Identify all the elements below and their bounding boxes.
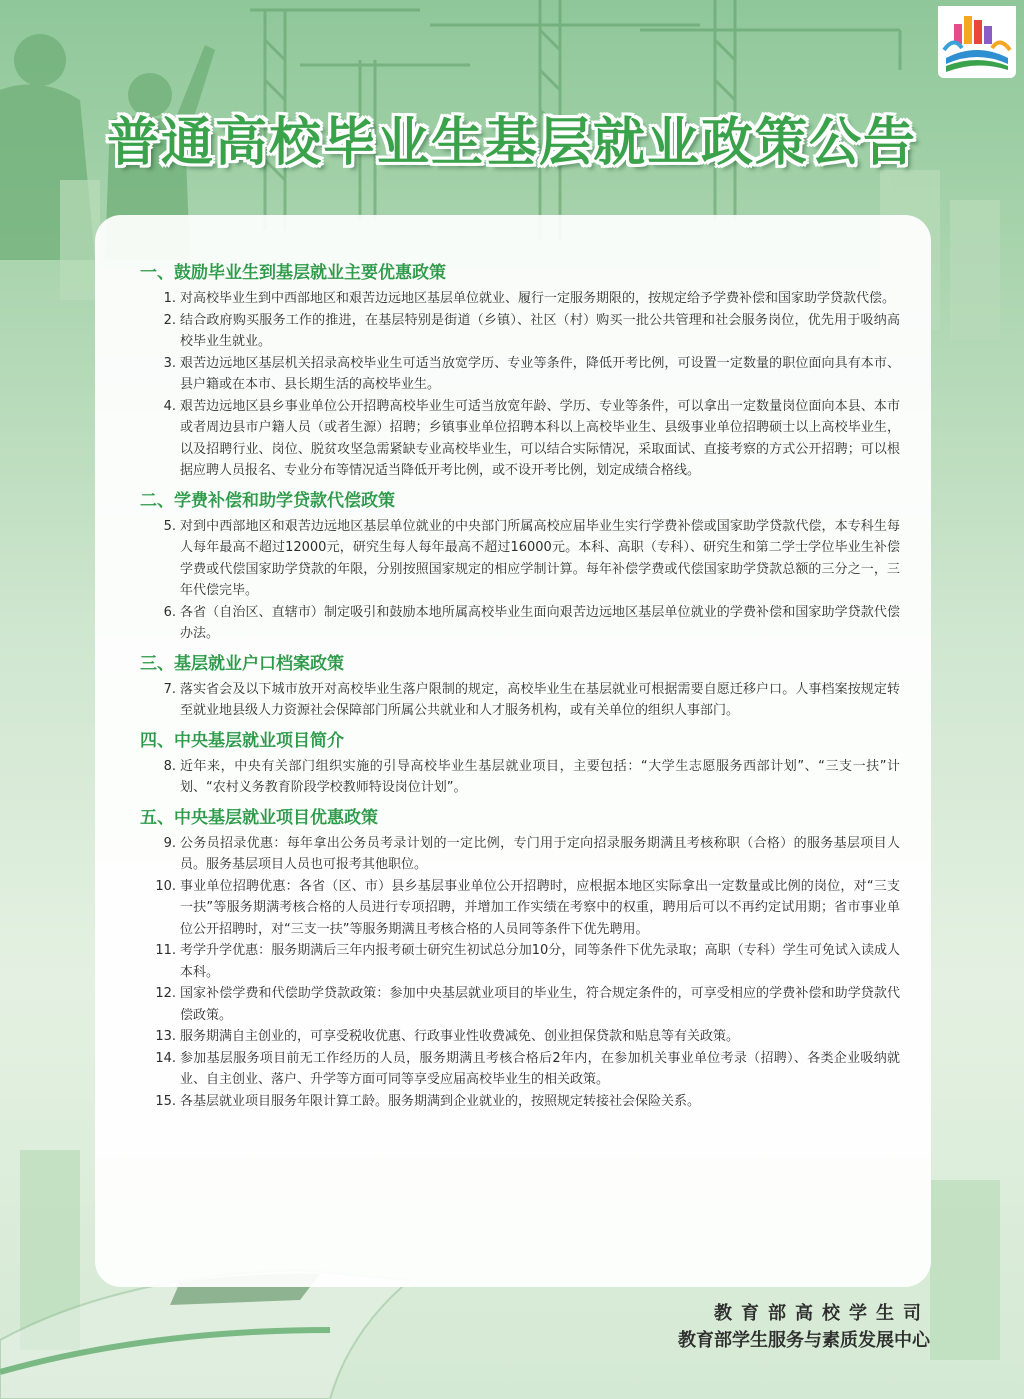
list-item: [140, 353, 900, 396]
item-number: 14.: [155, 1050, 176, 1066]
list-item: [140, 602, 900, 645]
list-item: [140, 396, 900, 482]
item-text: 艰苦边远地区基层机关招录高校毕业生可适当放宽学历、专业等条件，降低开考比例，可设置一定数量的职位面向具有本市、县户籍或在本市、县长期生活的高校毕业生。: [180, 355, 900, 392]
item-text: 国家补偿学费和代偿助学贷款政策：参加中央基层就业项目的毕业生，符合规定条件的，可享受相应的学费补偿和助学贷款代偿政策。: [180, 986, 900, 1023]
item-text: 考学升学优惠：服务期满后三年内报考硕士研究生初试总分加10分，同等条件下优先录取；高职（专科）学生可免试入读成人本科。: [180, 943, 900, 980]
section-4: [140, 730, 900, 799]
city-logo-icon: [938, 6, 1016, 78]
item-text: 落实省会及以下城市放开对高校毕业生落户限制的规定，高校毕业生在基层就业可根据需要自愿迁移户口。人事档案按规定转至就业地县级人力资源社会保障部门所属公共就业和人才服务机构，或有关单位的组织人事部门。: [180, 681, 900, 718]
item-number: 12.: [155, 986, 176, 1001]
list-item: [140, 516, 900, 602]
section-2: [140, 490, 900, 645]
logo: [938, 6, 1016, 78]
item-text: 事业单位招聘优惠：各省（区、市）县乡基层事业单位公开招聘时，应根据本地区实际拿出一定数量或比例的岗位，对“三支一扶”等服务期满考核合格的人员进行专项招聘，并增加工作实绩在考察中的权重，聘用后可以不再约定试用期；省市事业单位公开招聘时，对“三支一扶”等服务期满且考核合格的人员同等条件下优先聘用。: [180, 878, 900, 937]
item-number: 8.: [163, 758, 176, 774]
item-number: 4.: [163, 398, 176, 414]
item-text: 服务期满自主创业的，可享受税收优惠、行政事业性收费减免、创业担保贷款和贴息等有关政策。: [180, 1029, 740, 1044]
item-number: 6.: [163, 604, 176, 620]
list-item: [140, 1026, 900, 1048]
item-text: 对高校毕业生到中西部地区和艰苦边远地区基层单位就业、履行一定服务期限的，按规定给予学费补偿和国家助学贷款代偿。: [180, 291, 896, 306]
issuer-signature: [678, 1300, 930, 1354]
list-item: [140, 876, 900, 941]
section-1: [140, 262, 900, 482]
item-number: 1.: [163, 291, 176, 306]
section-title: 三、基层就业户口档案政策: [140, 653, 344, 674]
page-title: 普通高校毕业生基层就业政策公告: [106, 113, 917, 173]
item-text: 结合政府购买服务工作的推进，在基层特别是街道（乡镇）、社区（村）购买一批公共管理和社会服务岗位，优先用于吸纳高校毕业生就业。: [180, 312, 900, 349]
item-number: 7.: [163, 681, 176, 697]
section-title: 一、鼓励毕业生到基层就业主要优惠政策: [140, 263, 446, 283]
item-text: 对到中西部地区和艰苦边远地区基层单位就业的中央部门所属高校应届毕业生实行学费补偿或国家助学贷款代偿，本专科生每人每年最高不超过12000元，研究生每人每年最高不超过16000元。本科、高职（专科）、研究生和第二学士学位毕业生补偿学费或代偿国家助学贷款的年限，分别按照国家规定的相应学制计算。每年补偿学费或代偿国家助学贷款总额的三分之一，三年代偿完毕。: [180, 518, 900, 598]
section-3: [140, 653, 900, 722]
list-item: [140, 756, 900, 799]
issuer-department: 教育部高校学生司: [714, 1303, 930, 1324]
list-item: [140, 1048, 900, 1091]
list-item: [140, 940, 900, 983]
item-number: 13.: [155, 1029, 176, 1044]
list-item: [140, 983, 900, 1026]
item-number: 11.: [155, 943, 176, 958]
item-number: 2.: [163, 312, 176, 328]
section-title: 二、学费补偿和助学贷款代偿政策: [140, 490, 395, 511]
item-text: 艰苦边远地区县乡事业单位公开招聘高校毕业生可适当放宽年龄、学历、专业等条件，可以拿出一定数量岗位面向本县、本市或者周边县市户籍人员（或者生源）招聘；乡镇事业单位招聘本科以上高校毕业生、县级事业单位招聘硕士以上高校毕业生，以及招聘行业、岗位、脱贫攻坚急需紧缺专业高校毕业生，可以结合实际情况，采取面试、直接考察的方式公开招聘；可以根据应聘人员报名、专业分布等情况适当降低开考比例，或不设开考比例，划定成绩合格线。: [180, 398, 900, 478]
item-number: 5.: [163, 518, 176, 534]
list-item: [140, 1091, 900, 1113]
item-text: 各省（自治区、直辖市）制定吸引和鼓励本地所属高校毕业生面向艰苦边远地区基层单位就业的学费补偿和国家助学贷款代偿办法。: [180, 604, 900, 641]
issuer-center: 教育部学生服务与素质发展中心: [678, 1330, 930, 1351]
item-text: 各基层就业项目服务年限计算工龄。服务期满到企业就业的，按照规定转接社会保险关系。: [180, 1093, 701, 1109]
list-item: [140, 833, 900, 876]
policy-content: [140, 262, 900, 1120]
list-item: [140, 288, 900, 310]
item-number: 3.: [163, 355, 176, 371]
section-5: [140, 807, 900, 1113]
list-item: [140, 679, 900, 722]
section-title: 四、中央基层就业项目简介: [140, 730, 344, 751]
section-title: 五、中央基层就业项目优惠政策: [140, 807, 378, 828]
item-number: 10.: [155, 878, 176, 894]
item-text: 公务员招录优惠：每年拿出公务员考录计划的一定比例，专门用于定向招录服务期满且考核称职（合格）的服务基层项目人员。服务基层项目人员也可报考其他职位。: [180, 835, 900, 872]
item-number: 9.: [163, 835, 176, 851]
item-text: 近年来，中央有关部门组织实施的引导高校毕业生基层就业项目，主要包括：“大学生志愿服务西部计划”、“三支一扶”计划、“农村义务教育阶段学校教师特设岗位计划”。: [180, 758, 900, 795]
item-text: 参加基层服务项目前无工作经历的人员，服务期满且考核合格后2年内，在参加机关事业单位考录（招聘）、各类企业吸纳就业、自主创业、落户、升学等方面可同等享受应届高校毕业生的相关政策。: [180, 1050, 900, 1087]
item-number: 15.: [155, 1093, 176, 1109]
list-item: [140, 310, 900, 353]
